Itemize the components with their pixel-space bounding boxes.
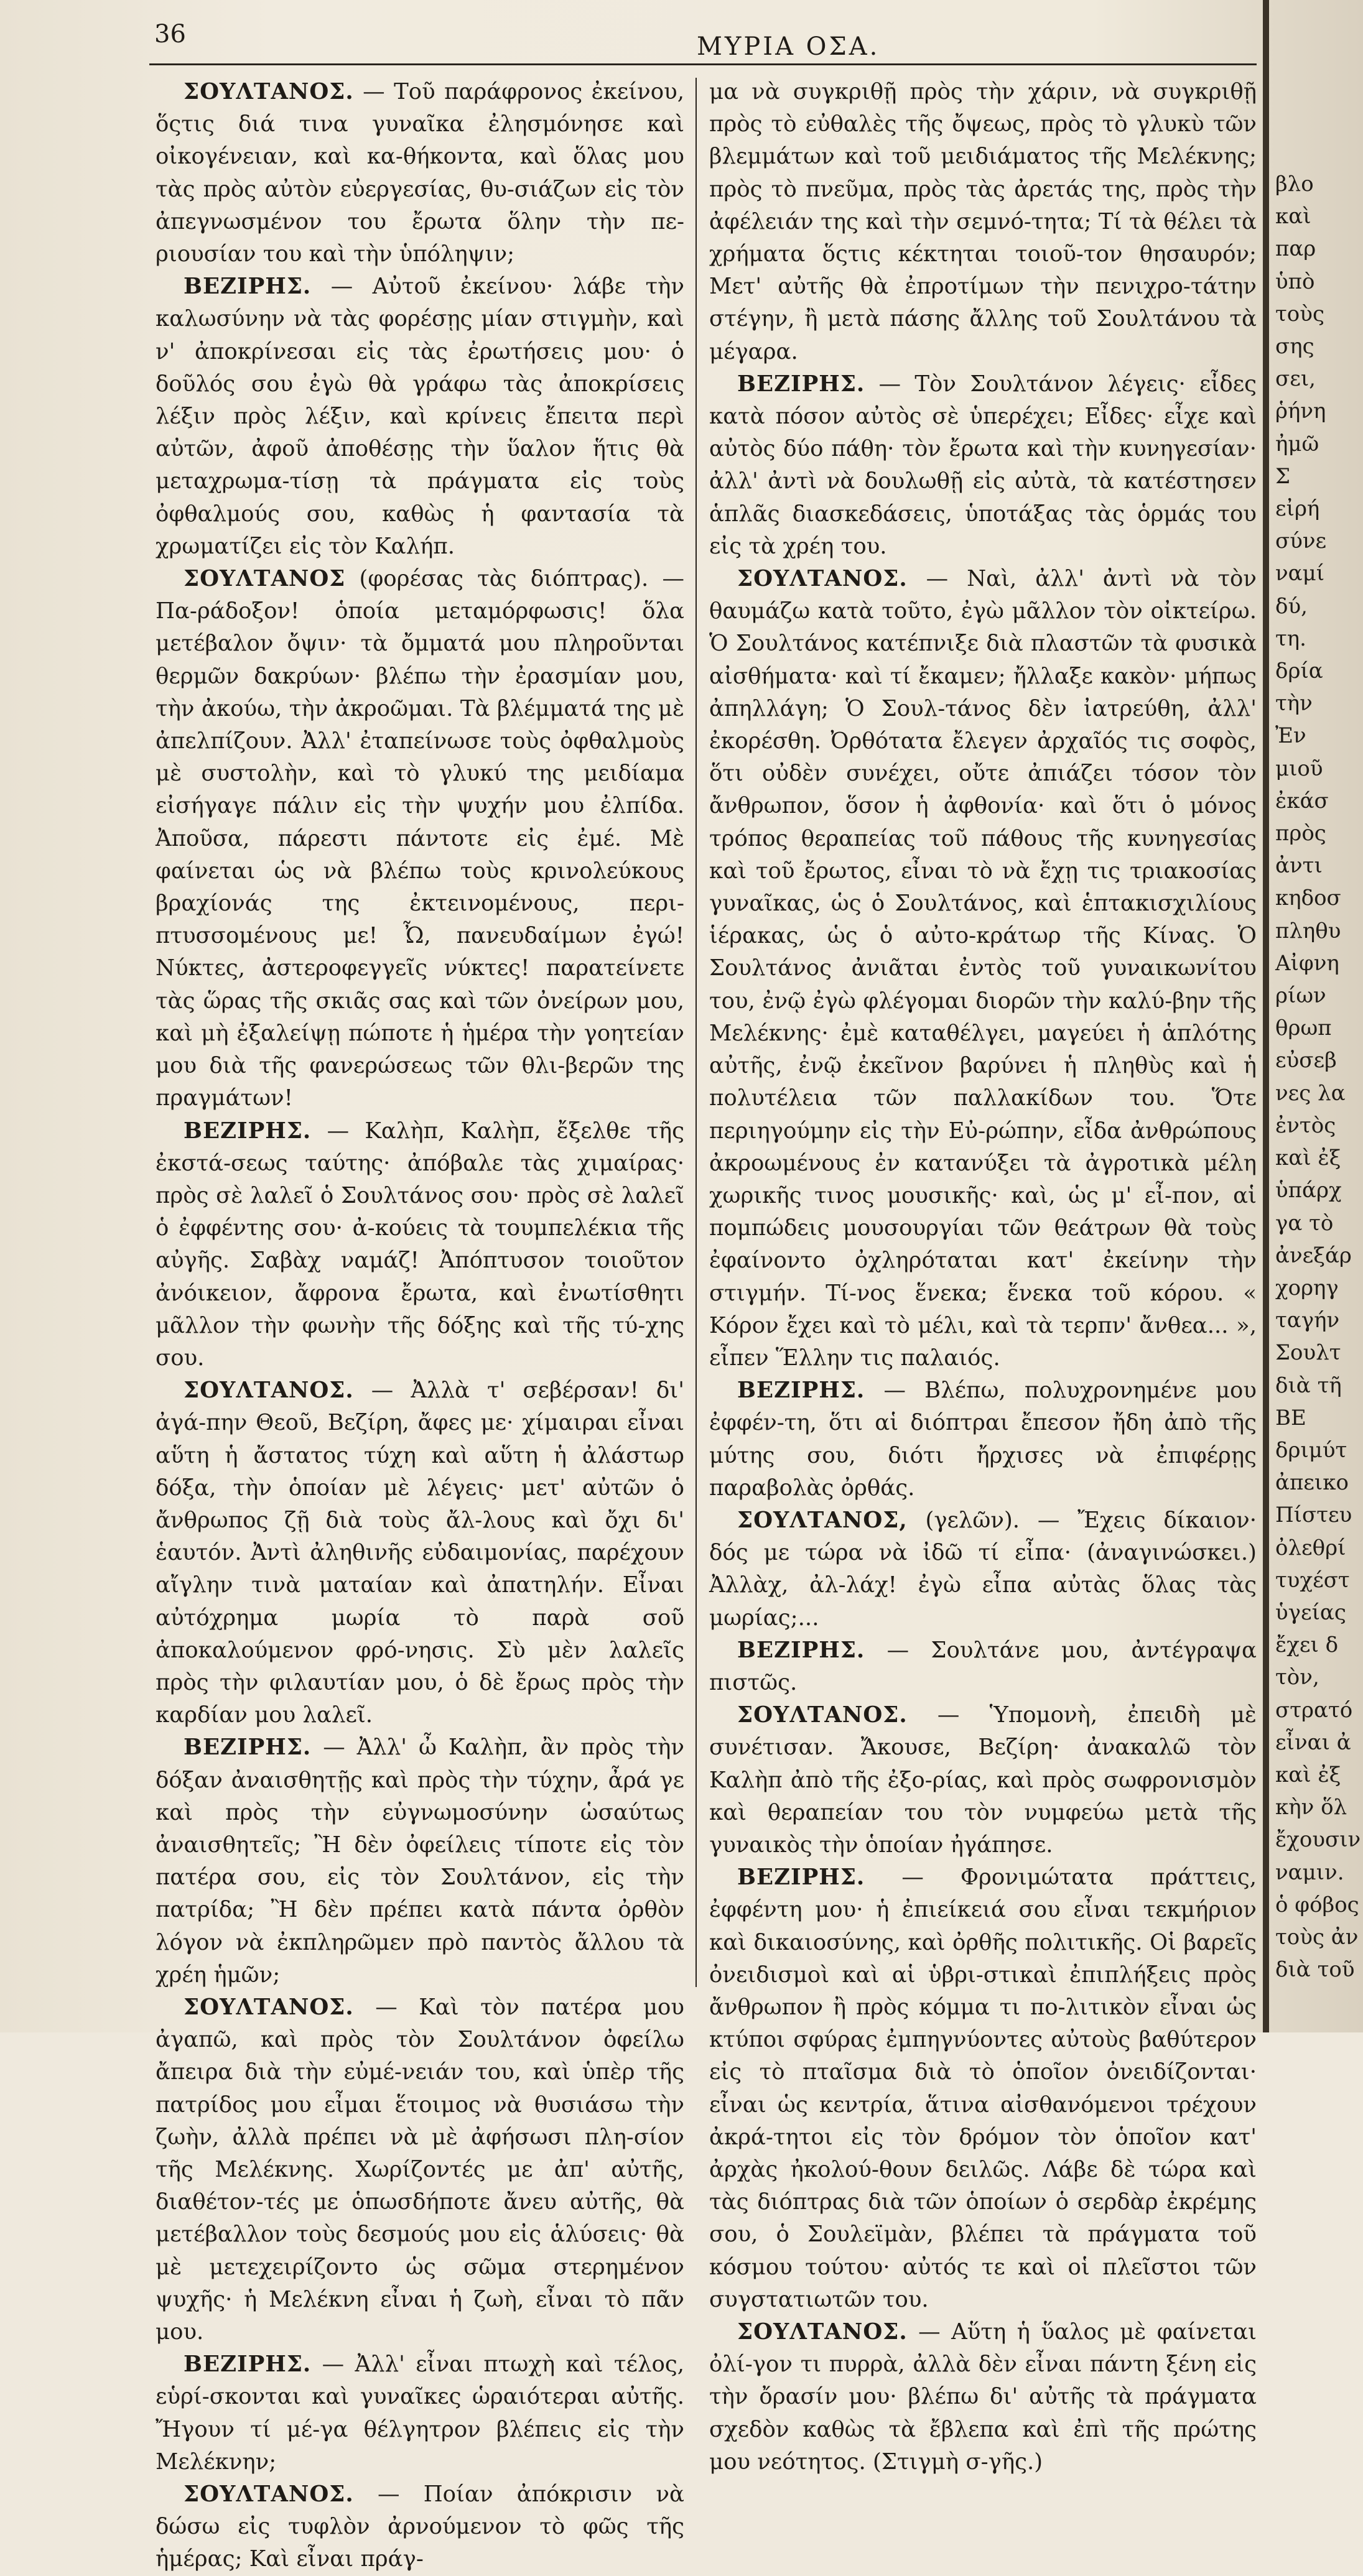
fragment-line: ὁ φόβος — [1275, 1892, 1359, 1917]
speaker: ΣΟΥΛΤΑΝΟΣ. — [737, 566, 908, 592]
fragment-line: τὴν — [1275, 691, 1313, 716]
fragment-line: ὑπάρχ — [1275, 1178, 1342, 1203]
left-column — [156, 76, 684, 2572]
fragment-line: θρωπ — [1275, 1016, 1332, 1041]
fragment-line: ρίων — [1275, 983, 1326, 1009]
fragment-line: ἔχει δ — [1275, 1633, 1339, 1658]
paragraph — [709, 1699, 1257, 1861]
paragraph — [709, 368, 1257, 563]
fragment-line: ἐντὸς — [1275, 1113, 1336, 1138]
speaker: ΣΟΥΛΤΑΝΟΣ. — [184, 1378, 354, 1404]
speaker: ΣΟΥΛΤΑΝΟΣ. — [184, 1994, 354, 2020]
fragment-line: εἰρή — [1275, 496, 1320, 522]
fragment-line: μιοῦ — [1275, 756, 1323, 781]
speaker: ΒΕΖΙΡΗΣ. — [184, 1735, 312, 1761]
fragment-line: τοὺς ἀν — [1275, 1924, 1359, 1950]
fragment-line: βλο — [1275, 172, 1314, 197]
fragment-line: κὴν ὅλ — [1275, 1795, 1347, 1820]
fragment-line: τὸν, — [1275, 1665, 1319, 1690]
fragment-line: ἠμῶ — [1275, 431, 1319, 456]
fragment-line: δριμύτ — [1275, 1437, 1347, 1463]
fragment-line: ὀλεθρί — [1275, 1535, 1346, 1560]
header-rule — [149, 63, 1257, 65]
speaker: ΒΕΖΙΡΗΣ. — [184, 2351, 312, 2378]
paragraph-text: — Φρονιμώτατα πράττεις, ἐφφέντη μου· ἡ ἐπιείκειά σου εἶναι τεκμήριον καὶ δικαιοσύνης, καὶ ὀρθῆς πολιτικῆς. Οἱ βαρεῖς ὀνειδισμοὶ καὶ αἱ ὑβρι-στικαὶ ἐπιπλήξεις πρὸς ἄνθρωπον ἢ πρὸς κόμμα τι πο-λιτικὸν εἶναι ὡς κτύποι σφύρας ἐμπηγνύοντες αὐτοὺς βαθύτερον εἰς τὸ πταῖσμα διὰ τὸ ὁποῖον ὀνειδίζονται· εἶναι ὡς κεντρία, ἅτινα αἰσθανόμενοι τρέχουν ἀκρά-τητοι εἰς τὸν δρόμον τὸν ὁποῖον κατ' ἀρχὰς ἠκολού-θουν δειλῶς. Λάβε δὲ τώρα καὶ τὰς διόπτρας διὰ τῶν ὁποίων ὁ σερδὰρ ἐκρέμης σου, ὁ Σουλεϊμὰν, βλέπει τὰ πράγματα τοῦ κόσμου τούτου· αὐτός τε καὶ οἱ πλεῖστοι τῶν συγστατιωτῶν του. — [709, 1865, 1257, 2312]
fragment-line: γα τὸ — [1275, 1210, 1334, 1236]
paragraph-text: (γελῶν). — Ἔχεις δίκαιον· δός με τώρα νὰ ἰδῶ τί εἶπα· (ἀναγινώσκει.) Ἀλλὰχ, ἀλ-λάχ! ἐγὼ εἶπα αὐτὰς ὅλας τὰς μωρίας;... — [709, 1507, 1257, 1631]
page-header — [0, 14, 1363, 63]
paragraph-text: — Καλὴπ, Καλὴπ, ἔξελθε τῆς ἐκστά-σεως ταύτης· ἀπόβαλε τὰς χιμαίρας· πρὸς σὲ λαλεῖ ὁ Σουλτάνος σου· πρὸς σὲ λαλεῖ ὁ ἐφφέντης σου· ἀ-κούεις τὰ τουμπελέκια τῆς αὐγῆς. Σαβὰχ ναμάζ! Ἀπόπτυσον τοιοῦτον ἀνόικειον, ἄφρονα ἔρωτα, καὶ ἐνωτίσθητι μᾶλλον τὴν φωνὴν τῆς δόξης καὶ τῆς τύ-χης σου. — [156, 1118, 684, 1371]
fragment-line: ἔχουσιν — [1275, 1827, 1361, 1853]
speaker: ΣΟΥΛΤΑΝΟΣ, — [737, 1507, 908, 1533]
book-gutter — [1263, 0, 1269, 2032]
fragment-line: ταγήν — [1275, 1308, 1340, 1333]
paragraph-text: — Ὑπομονὴ, ἐπειδὴ μὲ συνέτισαν. Ἄκουσε, Βεζίρη· ἀνακαλῶ τὸν Καλὴπ ἀπὸ τῆς ἐξο-ρίας, καὶ πρὸς σωφρονισμὸν καὶ θεραπείαν του τὸν νυμφεύω μετὰ τῆς γυναικὸς τὴν ὁποίαν ἠγάπησε. — [709, 1702, 1257, 1858]
paragraph-text: — Τὸν Σουλτάνον λέγεις· εἶδες κατὰ πόσον αὐτὸς σὲ ὑπερέχει; Εἶδες· εἶχε καὶ αὐτὸς δύο πάθη· τὸν ἔρωτα καὶ τὴν κυνηγεσίαν· ἀλλ' ἀντὶ νὰ δουλωθῇ εἰς αὐτὰ, τὰ κατέστησεν ἁπλᾶς διασκεδάσεις, ὑποτάξας τὰς ὁρμάς του εἰς τὰ χρέη του. — [709, 371, 1257, 559]
fragment-line: νες λα — [1275, 1080, 1346, 1106]
paragraph — [709, 563, 1257, 1374]
paragraph — [156, 563, 684, 1114]
fragment-line: πληθυ — [1275, 918, 1341, 943]
paragraph — [709, 2316, 1257, 2478]
speaker: ΒΕΖΙΡΗΣ. — [184, 1118, 312, 1144]
paragraph — [156, 1731, 684, 1991]
paragraph — [156, 2348, 684, 2478]
paragraph-text: — Καὶ τὸν πατέρα μου ἀγαπῶ, καὶ πρὸς τὸν Σουλτάνον ὀφείλω ἄπειρα διὰ τὴν εὐμέ-νειάν του, καὶ ὑπὲρ τῆς πατρίδος μου εἶμαι ἕτοιμος νὰ θυσιάσω τὴν ζωὴν, ἀλλὰ πρέπει νὰ μὲ ἀφήσωσι πλη-σίον τῆς Μελέκνης. Χωρίζοντές με ἀπ' αὐτῆς, διαθέτον-τές με ὁπωσδήποτε ἄνευ αὐτῆς, θὰ μετέβαλλον τοὺς δεσμούς μου εἰς ἁλύσεις· θὰ μὲ μετεχειρίζοντο ὡς σῶμα στερημένον ψυχῆς· ἡ Μελέκνη εἶναι ἡ ζωὴ, εἶναι τὸ πᾶν μου. — [156, 1994, 684, 2345]
fragment-line: Ἐν — [1275, 723, 1306, 749]
paragraph-text: — Αὕτη ἡ ὕαλος μὲ φαίνεται ὀλί-γον τι πυρρὰ, ἀλλὰ δὲν εἶναι πάντη ξένη εἰς τὴν ὄρασίν μου· βλέπω δι' αὐτῆς τὰ πράγματα σχεδὸν καθὼς τὰ ἔβλεπα καὶ ἐπὶ τῆς πρώτης μου νεότητος. (Στιγμὴ σ-γῆς.) — [709, 2319, 1257, 2475]
fragment-line: ἐκάσ — [1275, 788, 1329, 813]
fragment-line: στρατό — [1275, 1697, 1353, 1723]
fragment-line: καὶ ἐξ — [1275, 1146, 1341, 1171]
paragraph-text: (φορέσας τὰς διόπτρας). — Πα-ράδοξον! ὁποία μεταμόρφωσις! ὅλα μετέβαλον ὄψιν· τὰ ὄμματά μου πληροῦνται θερμῶν δακρύων· βλέπω τὴν ἐρασμίαν μου, τὴν ἀκούω, τὴν ἀκροῶμαι. Τὰ βλέμματά της μὲ ἀπελπίζουν. Ἀλλ' ἐταπείνωσε τοὺς ὀφθαλμοὺς μὲ συστολὴν, καὶ τὸ γλυκύ της μειδίαμα εἰσήγαγε πάλιν εἰς τὴν ψυχήν μου ἐλπίδα. Ἀποῦσα, πάρεστι πάντοτε εἰς ἐμέ. Μὲ φαίνεται ὡς νὰ βλέπω τοὺς κρινολεύκους βραχίονάς της ἐκτεινομένους, περι-πτυσσομένους με! Ὦ, πανευδαίμων ἐγώ! Νύκτες, ἀστεροφεγγεῖς νύκτες! παρατείνετε τὰς ὥρας τῆς σκιᾶς σας καὶ τῶν ὀνείρων μου, καὶ μὴ ἐξαλείψῃ πώποτε ἡ ἡμέρα τὴν γοητείαν μου διὰ τῆς φανερώσεως τῶν θλι-βερῶν της πραγμάτων! — [156, 566, 684, 1111]
page-number: 36 — [154, 20, 186, 49]
running-title: ΜΥΡΙΑ ΟΣΑ. — [697, 32, 880, 61]
paragraph — [156, 2478, 684, 2576]
paragraph — [709, 1861, 1257, 2316]
paragraph — [156, 271, 684, 563]
paragraph-text: — Τοῦ παράφρονος ἐκείνου, ὅςτις διά τινα γυναῖκα ἐλησμόνησε καὶ οἰκογένειαν, καὶ κα-θήκοντα, καὶ ὅλας μου τὰς πρὸς αὐτὸν εὐεργεσίας, θυ-σιάζων εἰς τὸν ἀπεγνωσμένον του ἔρωτα ὅλην τὴν πε-ριουσίαν του καὶ τὴν ὑπόληψιν; — [156, 79, 684, 267]
fragment-line: τυχέστ — [1275, 1567, 1350, 1593]
fragment-line: διὰ τοῦ — [1275, 1957, 1355, 1983]
paragraph-text: — Ναὶ, ἀλλ' ἀντὶ νὰ τὸν θαυμάζω κατὰ τοῦτο, ἐγὼ μᾶλλον τὸν οἰκτείρω. Ὁ Σουλτάνος κατέπνιξε διὰ πλαστῶν τὰ φυσικὰ αἰσθήματα· καὶ τί ἔκαμεν; ἤλλαξε κακὸν· μήπως ἀπηλλάγη; Ὁ Σουλ-τάνος δὲν ἰατρεύθη, ἀλλ' ἐκορέσθη. Ὀρθότατα ἔλεγεν ἀρχαῖός τις σοφὸς, ὅτι οὐδὲν συνέχει, οὔτε ἀπιάζει τόσον τὸν ἄνθρωπον, ὅσον ἡ ἀφθονία· καὶ ὅτι ὁ μόνος τρόπος θεραπείας τοῦ πάθους τῆς κυνηγεσίας καὶ τοῦ ἔρωτος, εἶναι τὸ νὰ ἔχῃ τις τριακοσίας γυναῖκας, ὡς ὁ Σουλτάνος, καὶ ἑπτακισχιλίους ἱέρακας, ὡς ὁ αὐτο-κράτωρ τῆς Κίνας. Ὁ Σουλτάνος ἀνιᾶται ἐντὸς τοῦ γυναικωνίτου του, ἐνῷ ἐγὼ φλέγομαι διορῶν τὴν καλύ-βην τῆς Μελέκνης· ἐμὲ καταθέλγει, μαγεύει ἡ ἁπλότης αὐτῆς, ἐνῷ ἐκεῖνον βαρύνει ἡ πληθὺς καὶ ἡ πολυτέλεια τῶν παλλακίδων του. Ὅτε περιηγούμην εἰς τὴν Εὐ-ρώπην, εἶδα ἀνθρώπους ἀκροωμένους ἐν κατανύξει τὰ ἀγροτικὰ μέλη χωρικῆς τινος μουσικῆς· καὶ, ὡς μ' εἶ-πον, αἱ πομπώδεις μουσουργίαι τῶν θεάτρων θὰ τοὺς ἐφαίνοντο ὀχληρόταται κατ' ἐκείνην τὴν στιγμήν. Τί-νος ἕνεκα; ἕνεκα τοῦ κόρου. « Κόρον ἔχει καὶ τὸ μέλι, καὶ τὰ τερπν' ἄνθεα... », εἶπεν Ἕλλην τις παλαιός. — [709, 566, 1257, 1371]
speaker: ΣΟΥΛΤΑΝΟΣ. — [737, 1702, 908, 1728]
speaker: ΣΟΥΛΤΑΝΟΣ — [184, 566, 346, 592]
fragment-line: ΒΕ — [1275, 1405, 1306, 1430]
fragment-line: τη. — [1275, 626, 1306, 651]
paragraph-text: — Ἀλλ' ὦ Καλὴπ, ἂν πρὸς τὴν δόξαν ἀναισθητῇς καὶ πρὸς τὴν τύχην, ἆρά γε καὶ πρὸς τὴν εὐγνωμοσύνην ὡσαύτως ἀναισθητεῖς; Ἢ δὲν ὀφείλεις τίποτε εἰς τὸν πατέρα σου, εἰς τὸν Σουλτάνον, εἰς τὴν πατρίδα; Ἢ δὲν πρέπει κατὰ πάντα ὀρθὸν λόγον νὰ ἐκπληρῶμεν πρὸ παντὸς ἄλλου τὰ χρέη ἡμῶν; — [156, 1735, 684, 1988]
fragment-line: ἀπεικο — [1275, 1470, 1349, 1496]
fragment-line: διὰ τῆ — [1275, 1373, 1342, 1398]
fragment-line: Πίστευ — [1275, 1503, 1352, 1528]
speaker: ΒΕΖΙΡΗΣ. — [184, 274, 312, 300]
paragraph — [156, 76, 684, 271]
paragraph — [156, 1374, 684, 1731]
paragraph — [709, 76, 1257, 368]
fragment-line: σύνε — [1275, 529, 1327, 554]
paragraph-text: — Βλέπω, πολυχρονημένε μου ἐφφέν-τη, ὅτι αἱ διόπτραι ἔπεσον ἤδη ἀπὸ τῆς μύτης σου, διότι ἤρχισες νὰ ἐπιφέρῃς παραβολὰς ὀρθάς. — [709, 1378, 1257, 1501]
column-divider — [695, 78, 697, 1987]
paragraph — [709, 1374, 1257, 1504]
fragment-line: καὶ ἐξ — [1275, 1762, 1341, 1787]
fragment-line: ὑπὸ — [1275, 269, 1315, 294]
fragment-line: πρὸς — [1275, 821, 1326, 846]
paragraph-text: — Αὐτοῦ ἐκείνου· λάβε τὴν καλωσύνην νὰ τὰς φορέσῃς μίαν στιγμὴν, καὶ ν' ἀποκρίνεσαι εἰς τὰς ἐρωτήσεις μου· ὁ δοῦλός σου ἐγὼ θὰ γράφω τὰς ἀποκρίσεις λέξιν πρὸς λέξιν, καὶ κρίνεις ἔπειτα περὶ αὐτῶν, ἀφοῦ ἀποθέσῃς τὴν ὕαλον ἥτις θὰ μεταχρωμα-τίσῃ τὰ πράγματα εἰς τοὺς ὀφθαλμούς σου, καθὼς ἡ φαντασία τὰ χρωματίζει εἰς τὸν Καλήπ. — [156, 274, 684, 559]
paragraph — [709, 1504, 1257, 1634]
fragment-line: ναμί — [1275, 561, 1325, 586]
paragraph-text: — Ἀλλ' εἶναι πτωχὴ καὶ τέλος, εὑρί-σκονται καὶ γυναῖκες ὡραιότεραι αὐτῆς. Ἤγουν τί μέ-γα θέλγητρον βλέπεις εἰς τὴν Μελέκνην; — [156, 2351, 684, 2475]
speaker: ΣΟΥΛΤΑΝΟΣ. — [184, 2481, 354, 2508]
speaker: ΣΟΥΛΤΑΝΟΣ. — [737, 2319, 908, 2345]
fragment-line: ἀντι — [1275, 853, 1323, 879]
fragment-line: δρία — [1275, 659, 1323, 684]
paragraph — [709, 1634, 1257, 1699]
paragraph-text: — Ποίαν ἀπόκρισιν νὰ δώσω εἰς τυφλὸν ἀρνούμενον τὸ φῶς τῆς ἡμέρας; Καὶ εἶναι πράγ- — [156, 2481, 684, 2572]
paragraph — [156, 1991, 684, 2348]
fragment-line: χορηγ — [1275, 1275, 1339, 1300]
speaker: ΒΕΖΙΡΗΣ. — [737, 371, 865, 397]
middle-column — [709, 76, 1257, 2475]
fragment-line: τοὺς — [1275, 301, 1324, 327]
fragment-line: ῥήνη — [1275, 399, 1326, 424]
speaker: ΒΕΖΙΡΗΣ. — [737, 1378, 865, 1404]
paragraph — [156, 1115, 684, 1375]
fragment-line: εὐσεβ — [1275, 1048, 1337, 1073]
speaker: ΒΕΖΙΡΗΣ. — [737, 1637, 865, 1663]
fragment-line: Σουλτ — [1275, 1340, 1341, 1366]
paragraph-text: μα νὰ συγκριθῇ πρὸς τὴν χάριν, νὰ συγκριθῇ πρὸς τὸ εὐθαλὲς τῆς ὄψεως, πρὸς τὸ γλυκὺ τῶν βλεμμάτων καὶ τοῦ μειδιάματος τῆς Μελέκνης; πρὸς τὸ πνεῦμα, πρὸς τὰς ἀρετάς της, πρὸς τὴν ἀφέλειάν της καὶ τὴν σεμνό-τητα; Τί τὰ θέλει τὰ χρήματα ὅςτις κέκτηται τοιοῦ-τον θησαυρόν; Μετ' αὐτῆς θὰ ἐπροτίμων τὴν πενιχρο-τάτην στέγην, ἢ μετὰ πάσης ἄλλης τοῦ Σουλτάνου τὰ μέγαρα. — [709, 79, 1257, 364]
fragment-line: ἀνεξάρ — [1275, 1243, 1352, 1268]
paragraph-text: — Σουλτάνε μου, ἀντέγραψα πιστῶς. — [709, 1637, 1257, 1695]
fragment-line: εἶναι ἀ — [1275, 1730, 1351, 1755]
fragment-line: παρ — [1275, 236, 1316, 262]
fragment-line: Αἰφνη — [1275, 950, 1339, 976]
fragment-line: ναμιν. — [1275, 1860, 1344, 1885]
fragment-line: Σ — [1275, 463, 1291, 489]
fragment-line: καὶ — [1275, 204, 1311, 229]
speaker: ΒΕΖΙΡΗΣ. — [737, 1865, 865, 1891]
fragment-line: κηδοσ — [1275, 886, 1341, 911]
fragment-line: σης — [1275, 334, 1314, 359]
speaker: ΣΟΥΛΤΑΝΟΣ. — [184, 79, 354, 104]
fragment-line: σει, — [1275, 366, 1316, 392]
fragment-line: ὑγείας — [1275, 1600, 1346, 1625]
right-column-fragments — [1275, 168, 1363, 2027]
fragment-line: δύ, — [1275, 593, 1308, 619]
paragraph-text: — Ἀλλὰ τ' σεβέρσαν! δι' ἀγά-πην Θεοῦ, Βεζίρη, ἄφες με· χίμαιραι εἶναι αὕτη ἡ ἄστατος τύχη καὶ αὕτη ἡ ἀλάστωρ δόξα, τὴν ὁποίαν μὲ λέγεις· μετ' αὐτῶν ὁ ἄνθρωπος ζῇ διὰ τοὺς ἄλ-λους καὶ ὄχι δι' ἑαυτόν. Ἀντὶ ἀληθινῆς εὐδαιμονίας, παρέχουν αἴγλην τινὰ ματαίαν καὶ ἀπατηλήν. Εἶναι αὐτόχρημα μωρία τὸ παρὰ σοῦ ἀποκαλούμενον φρό-νησις. Σὺ μὲν λαλεῖς πρὸς τὴν φιλαυτίαν μου, ὁ δὲ ἔρως πρὸς τὴν καρδίαν μου λαλεῖ. — [156, 1378, 684, 1728]
